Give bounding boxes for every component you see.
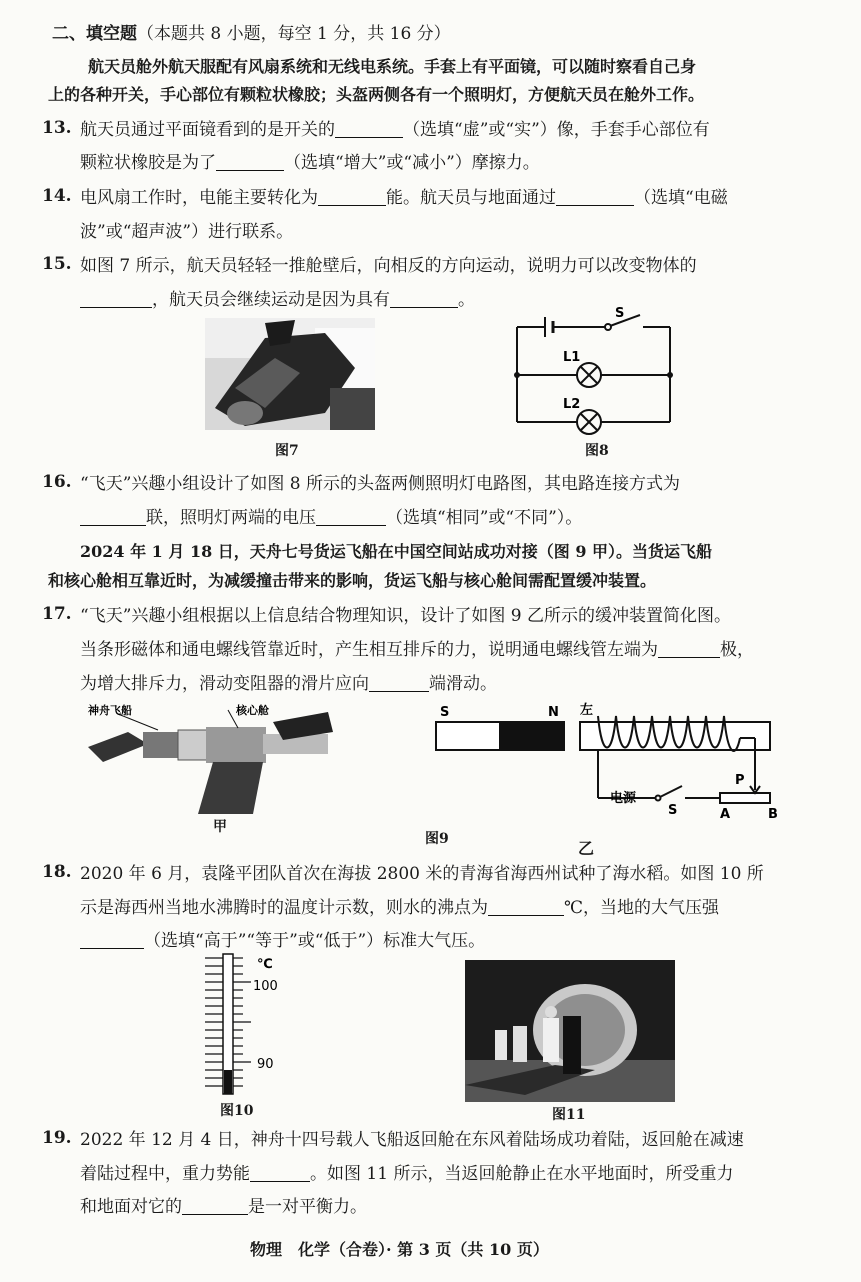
q19-text-c: 。如图 11 所示，当返回舱静止在水平地面时，所受重力 (310, 1164, 734, 1184)
figure-8-caption: 图8 (585, 443, 609, 459)
figure-11-return-capsule-photo (465, 960, 675, 1102)
question-18-line-1: 2020 年 6 月，袁隆平团队首次在海拔 2800 米的青海省海西州试种了海水稻。如图 10 所 (80, 864, 764, 884)
question-16-line-2 (80, 506, 582, 530)
q15-text-b: ，航天员会继续运动是因为具有 (152, 290, 390, 310)
q14-text-a: 电风扇工作时，电能主要转化为 (80, 188, 318, 208)
figure-10-caption: 图10 (220, 1103, 254, 1119)
fig9-magnet-s: S (440, 705, 450, 720)
question-16-line-1: “飞天”兴趣小组设计了如图 8 所示的头盔两侧照明灯电路图，其电路连接方式为 (80, 474, 681, 494)
question-15-line-1: 如图 7 所示，航天员轻轻一推舱壁后，向相反的方向运动，说明力可以改变物体的 (80, 256, 697, 276)
figure-11-caption: 图11 (552, 1107, 586, 1123)
figure-7-astronaut-photo (205, 318, 375, 430)
q17-text-b: 当条形磁体和通电螺线管靠近时，产生相互排斥的力，说明通电螺线管左端为 (80, 640, 658, 660)
thermometer-liquid (224, 1070, 232, 1094)
question-15-number: 15. (42, 254, 72, 274)
q16-text-b: 联，照明灯两端的电压 (146, 508, 316, 528)
intro-paragraph-1-line-1: 航天员舱外航天服配有风扇系统和无线电系统。手套上有平面镜，可以随时察看自己身 (88, 57, 697, 76)
question-17-number: 17. (42, 604, 72, 624)
intro-paragraph-2-line-2: 和核心舱相互靠近时，为减缓撞击带来的影响，货运飞船与核心舱间需配置缓冲装置。 (48, 571, 657, 590)
q17-text-c: 极， (720, 640, 754, 660)
q13-text-a: 航天员通过平面镜看到的是开关的 (80, 120, 335, 140)
q15-text-c: 。 (458, 290, 475, 310)
question-13-number: 13. (42, 118, 72, 138)
question-19-line-1: 2022 年 12 月 4 日，神舟十四号载人飞船返回舱在东风着陆场成功着陆，返回舱在减速 (80, 1130, 744, 1150)
q14-blank-1[interactable] (318, 191, 386, 206)
q16-text-c: （选填“相同”或“不同”）。 (386, 508, 583, 528)
fig9-magnet-n: N (548, 705, 559, 720)
figure-10-thermometer (195, 950, 305, 1095)
fig10-tick-100: 100 (253, 979, 278, 994)
q16-blank-1[interactable] (80, 511, 146, 526)
question-17-line-1: “飞天”兴趣小组根据以上信息结合物理知识，设计了如图 9 乙所示的缓冲装置简化图。 (80, 606, 732, 626)
section-header (52, 22, 451, 46)
q18-text-b: 示是海西州当地水沸腾时的温度计示数，则水的沸点为 (80, 898, 488, 918)
figure-9-jia-label: 甲 (213, 819, 227, 835)
question-19-line-3 (80, 1195, 367, 1219)
section-title: 二、填空题 (52, 24, 137, 44)
question-14-line-1 (80, 186, 728, 210)
question-19-line-2 (80, 1162, 733, 1186)
figure-7-caption: 图7 (275, 443, 299, 459)
fig9-power-label: 电源 (610, 791, 637, 806)
fig9-terminal-b: B (768, 807, 778, 820)
question-14-line-2: 波”或“超声波”）进行联系。 (80, 222, 294, 242)
q17-blank-1[interactable] (658, 643, 720, 658)
q18-text-c: ℃，当地的大气压强 (564, 898, 720, 918)
figure-9-yi-solenoid-diagram (430, 698, 780, 820)
figure-9-caption: 图9 (425, 831, 449, 847)
fig8-switch-label: S (615, 306, 625, 321)
q18-blank-2[interactable] (80, 934, 144, 949)
question-13-line-1 (80, 118, 710, 142)
q13-blank-1[interactable] (335, 123, 403, 138)
figure-9-yi-label: 乙 (578, 839, 595, 858)
q17-text-d: 为增大排斥力，滑动变阻器的滑片应向 (80, 674, 369, 694)
fig10-tick-90: 90 (257, 1057, 274, 1072)
intro-paragraph-2-line-1: 2024 年 1 月 18 日，天舟七号货运飞船在中国空间站成功对接（图 9 甲）。当货运飞船 (80, 542, 713, 561)
q15-blank-1[interactable] (80, 293, 152, 308)
fig9-switch-label: S (668, 803, 678, 818)
q14-blank-2[interactable] (556, 191, 634, 206)
fig8-lamp1-label: L1 (563, 350, 581, 365)
q13-text-c: 颗粒状橡胶是为了 (80, 153, 216, 173)
q16-blank-2[interactable] (316, 511, 386, 526)
fig8-lamp2-label: L2 (563, 397, 581, 412)
q19-text-d: 和地面对它的 (80, 1197, 182, 1217)
q19-text-b: 着陆过程中，重力势能 (80, 1164, 250, 1184)
fig9-core-label: 核心舱 (236, 704, 269, 717)
fig9-ship-label: 神舟飞船 (88, 704, 132, 717)
q13-blank-2[interactable] (216, 156, 284, 171)
question-18-line-2 (80, 896, 719, 920)
q19-blank-1[interactable] (250, 1167, 310, 1182)
fig9-slider-p: P (735, 773, 745, 788)
q17-blank-2[interactable] (369, 677, 429, 692)
question-15-line-2 (80, 288, 475, 312)
figure-9-jia-space-station (88, 702, 338, 814)
q13-text-d: （选填“增大”或“减小”）摩擦力。 (284, 153, 540, 173)
q19-blank-2[interactable] (182, 1200, 248, 1215)
q14-text-b: 能。航天员与地面通过 (386, 188, 556, 208)
q15-blank-2[interactable] (390, 293, 458, 308)
question-16-number: 16. (42, 472, 72, 492)
q17-text-e: 端滑动。 (429, 674, 497, 694)
question-13-line-2 (80, 151, 540, 175)
q19-text-e: 是一对平衡力。 (248, 1197, 367, 1217)
intro-paragraph-1-line-2: 上的各种开关，手心部位有颗粒状橡胶；头盔两侧各有一个照明灯，方便航天员在舱外工作。 (48, 85, 705, 104)
question-18-number: 18. (42, 862, 72, 882)
q18-blank-1[interactable] (488, 901, 564, 916)
q14-text-c: （选填“电磁 (634, 188, 728, 208)
q13-text-b: （选填“虚”或“实”）像，手套手心部位有 (403, 120, 710, 140)
fig9-left-label: 左 (580, 703, 594, 718)
question-17-line-2 (80, 638, 754, 662)
section-note: （本题共 8 小题，每空 1 分，共 16 分） (137, 24, 451, 44)
fig9-terminal-a: A (720, 807, 731, 820)
figure-8-circuit-diagram (505, 305, 685, 435)
question-19-number: 19. (42, 1128, 72, 1148)
question-17-line-3 (80, 672, 497, 696)
fig10-unit: ℃ (257, 957, 273, 972)
q18-text-d: （选填“高于”“等于”或“低于”）标准大气压。 (144, 931, 486, 951)
page-footer: 物理 化学（合卷）· 第 3 页（共 10 页） (250, 1240, 549, 1259)
question-14-number: 14. (42, 186, 72, 206)
